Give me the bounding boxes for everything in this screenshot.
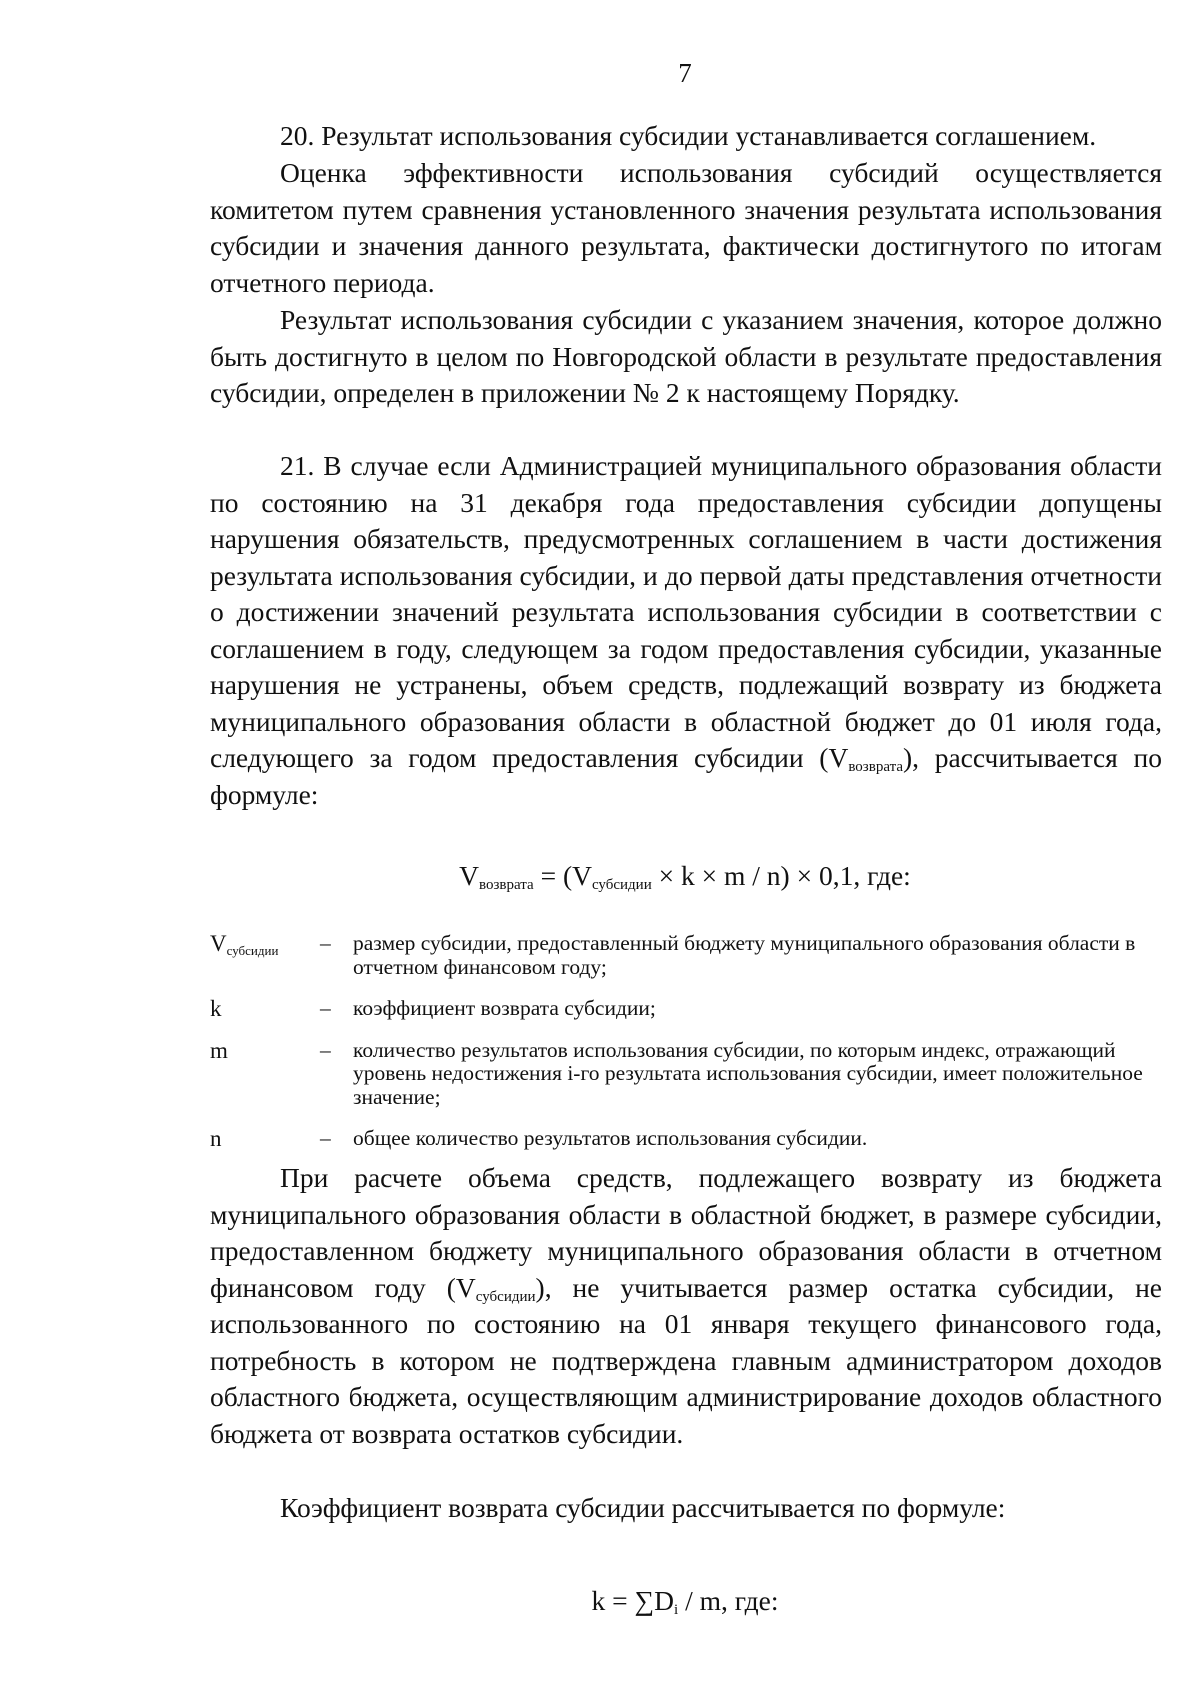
formula-mid-sub: субсидии: [591, 877, 652, 893]
paragraph-21-end: ), рассчитывается по формуле:: [210, 742, 1163, 810]
formula-coefficient: $k = \sum D_i / m$, где:: [591, 1585, 779, 1618]
definition-symbol: n: [210, 1126, 222, 1151]
paragraph-coefficient: Коэффициент возврата субсидии рассчитывается по формуле:: [280, 1492, 1006, 1523]
paragraph-calculation-sub: субсидии: [475, 1288, 536, 1305]
paragraph-20: 20. Результат использования субсидии устанавливается соглашением.: [280, 120, 1097, 151]
definitions-list: [210, 932, 1170, 1151]
definition-symbol: k: [210, 996, 222, 1021]
definition-dash: –: [320, 1126, 331, 1150]
definition-item: [210, 1127, 1170, 1151]
paragraph-21-var: V: [828, 742, 849, 773]
paragraph-evaluation: Оценка эффективности использования субсидий осуществляется комитетом путем сравнения установленного значения результата использования субсидии и значения данного результата, фактически достигнутого по итогам отчетного периода.: [210, 157, 1162, 298]
paragraph-result: Результат использования субсидии с указанием значения, которое должно быть достигнуто в целом по Новгородской области в результате предоставления субсидии, определен в приложении № 2 к настоящему Порядку.: [210, 304, 1162, 408]
definition-text: размер субсидии, предоставленный бюджету муниципального образования области в отчетном финансовом году;: [353, 931, 1136, 979]
definition-dash: –: [320, 996, 331, 1020]
definition-text: общее количество результатов использования субсидии.: [353, 1126, 868, 1150]
formula-v-sub: возврата: [479, 877, 534, 893]
formula-mid: = (V: [533, 860, 592, 891]
definition-item: [210, 932, 1170, 979]
paragraph-21-text: 21. В случае если Администрацией муниципального образования области по состоянию на 31 декабря года предоставления субсидии допущены нарушения обязательств, предусмотренных соглашением в части достижения результата использования субсидии, и до первой даты представления отчетности о достижении значений результата использования субсидии в соответствии с соглашением в году, следующем за годом предоставления субсидии, указанные нарушения не устранены, объем средств, подлежащий возврату из бюджета муниципального образования области в областной бюджет до 01 июля года, следующего за годом предоставления субсидии (: [210, 450, 1162, 773]
formula-return-volume: [0, 860, 1200, 892]
page-number: 7: [678, 58, 692, 88]
definition-dash: –: [320, 1037, 331, 1062]
formula-v: V: [459, 860, 480, 891]
definition-item: [210, 1039, 1170, 1110]
paragraph-21-var-sub: возврата: [848, 759, 903, 775]
definition-text: коэффициент возврата субсидии;: [353, 996, 656, 1020]
definition-text: количество результатов использования субсидии, по которым индекс, отражающий уровень недостижения i-го результата использования субсидии, имеет положительное значение;: [353, 1037, 1143, 1109]
paragraph-21: [210, 448, 1162, 813]
definition-symbol: $V_{субсидии}$: [210, 931, 279, 958]
definition-dash: –: [320, 931, 331, 955]
paragraph-calculation: При расчете объема средств, подлежащего возврату из бюджета муниципального образования области в областной бюджет, в размере субсидии, предоставленном бюджету муниципального образования области в отчетном финансовом году $(V_{субсидии})$, не учитывается размер остатка субсидии, не использованного по состоянию на 01 января текущего финансового года, потребность в котором не подтверждена главным администратором доходов областного бюджета, осуществляющим администрирование доходов областного бюджета от возврата остатков субсидии.: [210, 1162, 1162, 1449]
definition-symbol: m: [210, 1037, 228, 1063]
formula-coefficient-sub: i: [674, 1602, 679, 1618]
formula-rest: × k × m / n) × 0,1, где:: [651, 860, 911, 891]
definition-item: [210, 997, 1170, 1021]
